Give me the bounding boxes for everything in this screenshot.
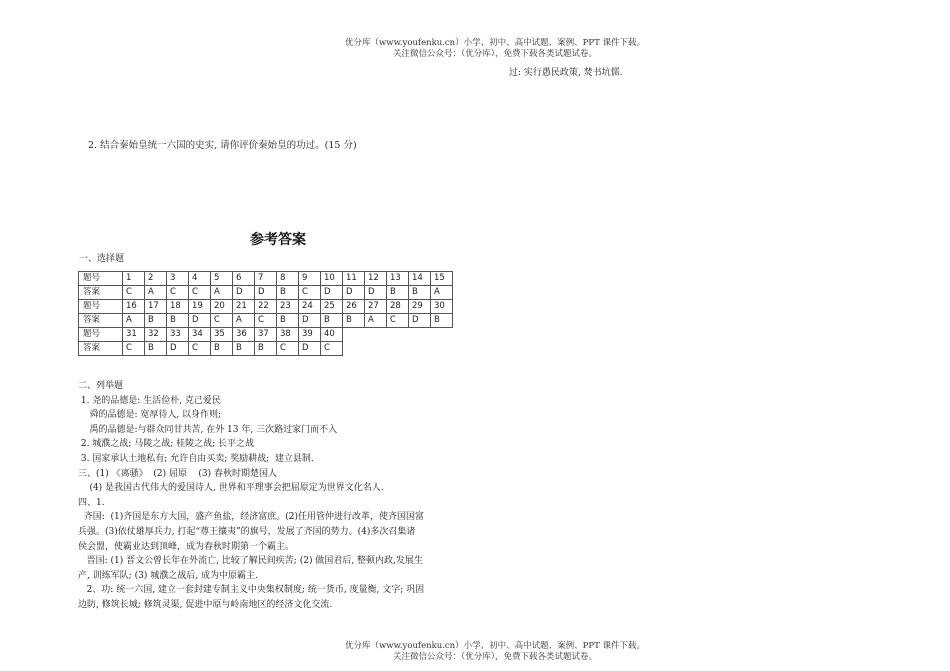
- table-cell: C: [277, 342, 299, 356]
- table-cell: A: [211, 286, 233, 300]
- table-cell: 25: [321, 300, 343, 314]
- table-cell: C: [189, 342, 211, 356]
- text-line: 3. 国家承认土地私有; 允许自由买卖; 奖励耕战; 建立县制.: [78, 453, 314, 464]
- text-line: 2. 城濮之战; 马陵之战; 桂陵之战; 长平之战: [78, 439, 254, 450]
- table-cell: 15: [431, 272, 453, 286]
- table-row: [79, 328, 453, 342]
- page-header-bottom: [300, 641, 690, 663]
- table-cell: 22: [255, 300, 277, 314]
- table-cell: B: [211, 342, 233, 356]
- table-cell: 2: [145, 272, 167, 286]
- table-cell: 8: [277, 272, 299, 286]
- table-cell: 32: [145, 328, 167, 342]
- table-cell: C: [321, 342, 343, 356]
- text-line: 二、列举题: [78, 381, 124, 391]
- answer-body: [78, 379, 423, 613]
- table-cell: A: [431, 286, 453, 300]
- table-cell: B: [409, 286, 431, 300]
- table-cell: 21: [233, 300, 255, 314]
- table-cell: 14: [409, 272, 431, 286]
- row-label: 题号: [79, 272, 123, 286]
- row-label: 答案: [79, 314, 123, 328]
- table-cell: 17: [145, 300, 167, 314]
- table-cell: C: [167, 286, 189, 300]
- text-line: 四、1.: [78, 497, 105, 508]
- table-cell: B: [233, 342, 255, 356]
- table-cell: 11: [343, 272, 365, 286]
- table-cell: D: [409, 314, 431, 328]
- table-cell: A: [145, 286, 167, 300]
- table-cell: 18: [167, 300, 189, 314]
- table-cell: 40: [321, 328, 343, 342]
- question-2: 2. 结合秦始皇统一六国的史实, 请你评价秦始皇的功过。(15 分): [88, 140, 357, 151]
- text-line: 兵强。(3)依仗雄厚兵力, 打起“尊王攘夷”的旗号，发展了齐国的势力。(4)多次召集诸: [78, 526, 416, 537]
- table-cell: D: [343, 286, 365, 300]
- table-cell: B: [321, 314, 343, 328]
- table-cell: B: [343, 314, 365, 328]
- table-cell: 38: [277, 328, 299, 342]
- row-label: 题号: [79, 328, 123, 342]
- text-line: 侯会盟，使霸业达到顶峰，成为春秋时期第一个霸主。: [78, 541, 295, 552]
- table-cell: B: [277, 286, 299, 300]
- section-1-heading: 一、选择题: [79, 254, 125, 264]
- footer-line-2: 关注微信公众号：（优分库），免费下载各类试题试卷。: [392, 652, 597, 662]
- table-cell: C: [123, 286, 145, 300]
- table-cell: C: [123, 342, 145, 356]
- text-line: 晋国: (1) 晋文公曾长年在外流亡, 比较了解民间疾苦; (2) 做国君后, 整顿内政,发展生: [78, 556, 423, 567]
- header-line-2: 关注微信公众号：（优分库），免费下载各类试题试卷。: [392, 49, 597, 59]
- table-row: [79, 300, 453, 314]
- table-cell: B: [145, 342, 167, 356]
- text-line: 禹的品德是:与群众同甘共苦, 在外 13 年, 三次路过家门而不入: [78, 424, 338, 435]
- table-cell: 7: [255, 272, 277, 286]
- table-cell: C: [211, 314, 233, 328]
- table-row: [79, 286, 453, 300]
- table-cell: C: [299, 286, 321, 300]
- table-cell: B: [431, 314, 453, 328]
- table-cell: D: [299, 314, 321, 328]
- table-cell: 6: [233, 272, 255, 286]
- table-cell: B: [255, 342, 277, 356]
- text-line: 1. 尧的品德是: 生活俭朴, 克己爱民: [78, 395, 221, 406]
- table-cell: A: [233, 314, 255, 328]
- table-cell: 35: [211, 328, 233, 342]
- footer-line-1: 优分库（www.youfenku.cn）小学、初中、高中试题、案例、PPT 课件下载。: [345, 641, 645, 651]
- table-row: [79, 272, 453, 286]
- text-line: 产, 训练军队; (3) 城濮之战后, 成为中原霸主.: [78, 570, 258, 581]
- row-label: 答案: [79, 286, 123, 300]
- table-cell: 26: [343, 300, 365, 314]
- table-cell: 28: [387, 300, 409, 314]
- table-cell: D: [233, 286, 255, 300]
- table-cell: 39: [299, 328, 321, 342]
- text-line: 齐国: (1)齐国是东方大国，盛产鱼盐，经济富庶。(2)任用管仲进行改革，使齐国国富: [78, 512, 424, 523]
- table-cell: B: [145, 314, 167, 328]
- table-cell: 10: [321, 272, 343, 286]
- table-cell: D: [189, 314, 211, 328]
- table-cell: D: [321, 286, 343, 300]
- table-cell: 20: [211, 300, 233, 314]
- text-line: 边防, 修筑长城; 修筑灵渠, 促进中原与岭南地区的经济文化交流.: [78, 599, 333, 610]
- table-cell: 37: [255, 328, 277, 342]
- row-label: 题号: [79, 300, 123, 314]
- table-cell: 23: [277, 300, 299, 314]
- table-cell: A: [123, 314, 145, 328]
- table-cell: 4: [189, 272, 211, 286]
- table-cell: D: [365, 286, 387, 300]
- table-cell: C: [387, 314, 409, 328]
- table-row: [79, 342, 453, 356]
- table-row: [79, 314, 453, 328]
- table-cell: 31: [123, 328, 145, 342]
- table-cell: 27: [365, 300, 387, 314]
- text-line: (4) 是我国古代伟大的爱国诗人, 世界和平理事会把屈原定为世界文化名人.: [78, 483, 384, 494]
- table-cell: C: [189, 286, 211, 300]
- table-cell: 5: [211, 272, 233, 286]
- table-cell: 29: [409, 300, 431, 314]
- page-header-top: [300, 38, 690, 60]
- table-cell: A: [365, 314, 387, 328]
- table-cell: 3: [167, 272, 189, 286]
- table-cell: 13: [387, 272, 409, 286]
- answer-title: 参考答案: [250, 232, 306, 248]
- answer-table: [78, 271, 453, 356]
- table-cell: 36: [233, 328, 255, 342]
- text-line: 三、(1) 《离骚》 (2) 屈原 (3) 春秋时期楚国人: [78, 468, 277, 479]
- table-cell: 30: [431, 300, 453, 314]
- table-cell: 16: [123, 300, 145, 314]
- table-cell: D: [167, 342, 189, 356]
- table-cell: 1: [123, 272, 145, 286]
- text-line: 2、功: 统一六国, 建立一套封建专制主义中央集权制度; 统一货币, 度量衡, 文字; 巩固: [78, 585, 425, 596]
- header-line-1: 优分库（www.youfenku.cn）小学、初中、高中试题、案例、PPT 课件下载。: [345, 38, 645, 48]
- table-cell: B: [387, 286, 409, 300]
- table-cell: 9: [299, 272, 321, 286]
- text-line: 舜的品德是: 宽厚待人, 以身作则;: [78, 410, 222, 421]
- table-cell: D: [299, 342, 321, 356]
- table-cell: 34: [189, 328, 211, 342]
- table-cell: B: [277, 314, 299, 328]
- row-label: 答案: [79, 342, 123, 356]
- table-cell: 12: [365, 272, 387, 286]
- table-cell: D: [255, 286, 277, 300]
- table-cell: 24: [299, 300, 321, 314]
- table-cell: C: [255, 314, 277, 328]
- table-cell: 33: [167, 328, 189, 342]
- table-cell: 19: [189, 300, 211, 314]
- top-note: 过: 实行愚民政策, 焚书坑儒.: [509, 68, 623, 78]
- table-cell: B: [167, 314, 189, 328]
